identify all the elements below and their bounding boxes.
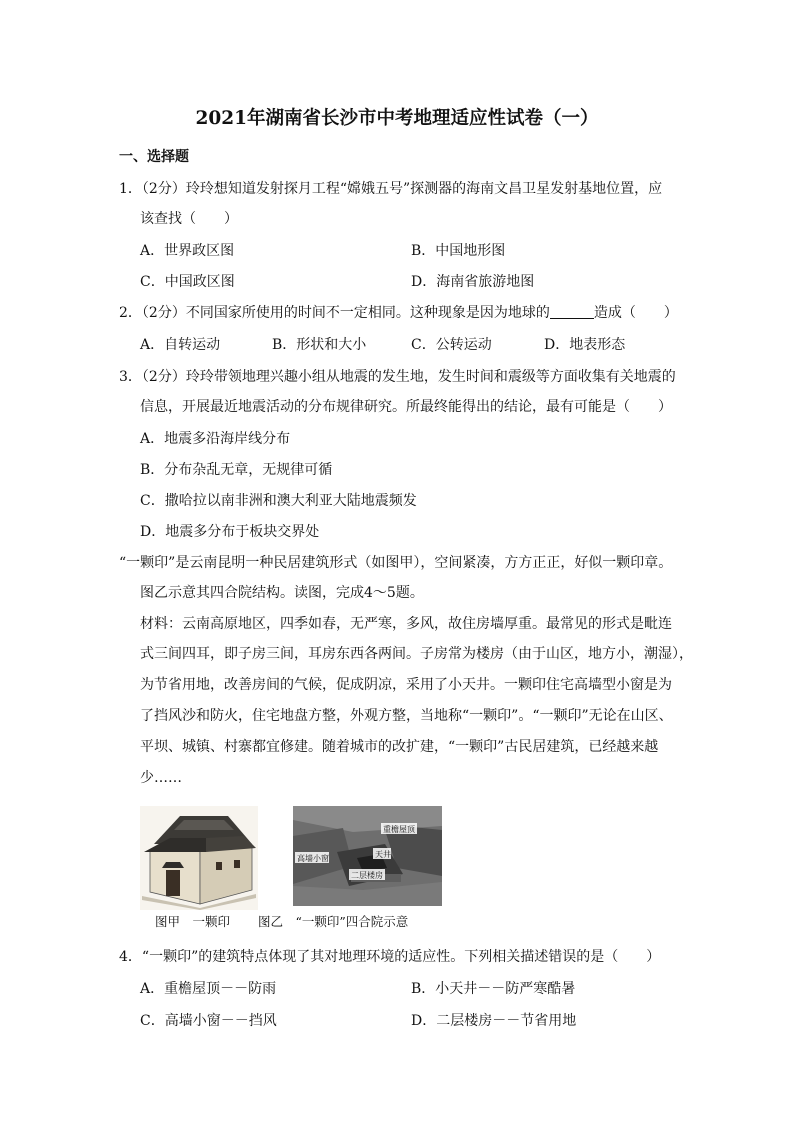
intro-line1: “一颗印”是云南昆明一种民居建筑形式（如图甲），空间紧凑，方方正正，好似一颗印章。 bbox=[119, 555, 673, 571]
q2-option-c[interactable]: C．公转运动 bbox=[411, 337, 492, 353]
label-high-wall-window: 高墙小窗 bbox=[297, 854, 329, 863]
figure-a-house-illustration bbox=[140, 806, 258, 910]
figure-b-courtyard-photo bbox=[293, 806, 442, 906]
material-line4: 了挡风沙和防火，住宅地盘方整，外观方整，当地称“一颗印”。“一颗印”无论在山区、 bbox=[140, 708, 673, 724]
q2-option-a[interactable]: A．自转运动 bbox=[140, 337, 221, 353]
material-line5: 平坝、城镇、村寨都宜修建。随着城市的改扩建，“一颗印”古民居建筑，已经越来越 bbox=[140, 739, 659, 755]
q2-option-d[interactable]: D．地表形态 bbox=[544, 337, 626, 353]
q4-option-d[interactable]: D．二层楼房－－节省用地 bbox=[411, 1013, 577, 1029]
question-1-stem-line2: 该查找（ ） bbox=[140, 211, 238, 227]
q3-option-b[interactable]: B．分布杂乱无章，无规律可循 bbox=[140, 462, 333, 478]
question-2-stem-post: 造成（ ） bbox=[593, 305, 678, 321]
question-2-stem bbox=[119, 302, 678, 322]
q4-option-a[interactable]: A．重檐屋顶－－防雨 bbox=[140, 981, 277, 997]
section-heading: 一、选择题 bbox=[119, 149, 189, 165]
question-2-stem-pre: 2．（2分）不同国家所使用的时间不一定相同。这种现象是因为地球的 bbox=[119, 305, 550, 321]
q4-option-c[interactable]: C．高墙小窗－－挡风 bbox=[140, 1013, 277, 1029]
figure-a-caption: 图甲 一颗印 bbox=[155, 914, 231, 929]
label-two-storey: 二层楼房 bbox=[351, 871, 383, 880]
q3-option-d[interactable]: D．地震多分布于板块交界处 bbox=[140, 524, 320, 540]
q4-option-b[interactable]: B．小天井－－防严寒酷暑 bbox=[411, 981, 576, 997]
q1-option-c[interactable]: C．中国政区图 bbox=[140, 274, 235, 290]
question-3-stem-line2: 信息，开展最近地震活动的分布规律研究。所最终能得出的结论，最有可能是（ ） bbox=[140, 399, 672, 415]
page-title: 2021年湖南省长沙市中考地理适应性试卷（一） bbox=[195, 108, 599, 129]
question-1-stem-line1: 1．（2分）玲玲想知道发射探月工程“嫦娥五号”探测器的海南文昌卫星发射基地位置，应 bbox=[119, 181, 663, 197]
figure-b-caption: 图乙 “一颗印”四合院示意 bbox=[258, 914, 409, 929]
q2-option-b[interactable]: B．形状和大小 bbox=[272, 337, 367, 353]
q1-option-d[interactable]: D．海南省旅游地图 bbox=[411, 274, 535, 290]
intro-line2: 图乙示意其四合院结构。读图，完成4～5题。 bbox=[140, 585, 424, 601]
q3-option-a[interactable]: A．地震多沿海岸线分布 bbox=[140, 431, 291, 447]
question-3-stem-line1: 3．（2分）玲玲带领地理兴趣小组从地震的发生地，发生时间和震级等方面收集有关地震的 bbox=[119, 369, 676, 385]
label-courtyard: 天井 bbox=[375, 850, 391, 859]
material-line6: 少…… bbox=[140, 770, 182, 786]
answer-blank bbox=[550, 304, 594, 319]
q1-option-b[interactable]: B．中国地形图 bbox=[411, 243, 506, 259]
question-4-stem: 4．“一颗印”的建筑特点体现了其对地理环境的适应性。下列相关描述错误的是（ ） bbox=[119, 949, 661, 965]
material-line3: 为节省用地，改善房间的气候，促成阴凉，采用了小天井。一颗印住宅高墙型小窗是为 bbox=[140, 677, 672, 693]
q3-option-c[interactable]: C．撒哈拉以南非洲和澳大利亚大陆地震频发 bbox=[140, 493, 417, 509]
q1-option-a[interactable]: A．世界政区图 bbox=[140, 243, 235, 259]
material-line1: 材料：云南高原地区，四季如春，无严寒，多风，故住房墙厚重。最常见的形式是毗连 bbox=[140, 616, 672, 632]
material-line2: 式三间四耳，即子房三间，耳房东西各两间。子房常为楼房（由于山区，地方小，潮湿）， bbox=[140, 646, 693, 662]
label-double-eave-roof: 重檐屋顶 bbox=[383, 825, 415, 834]
